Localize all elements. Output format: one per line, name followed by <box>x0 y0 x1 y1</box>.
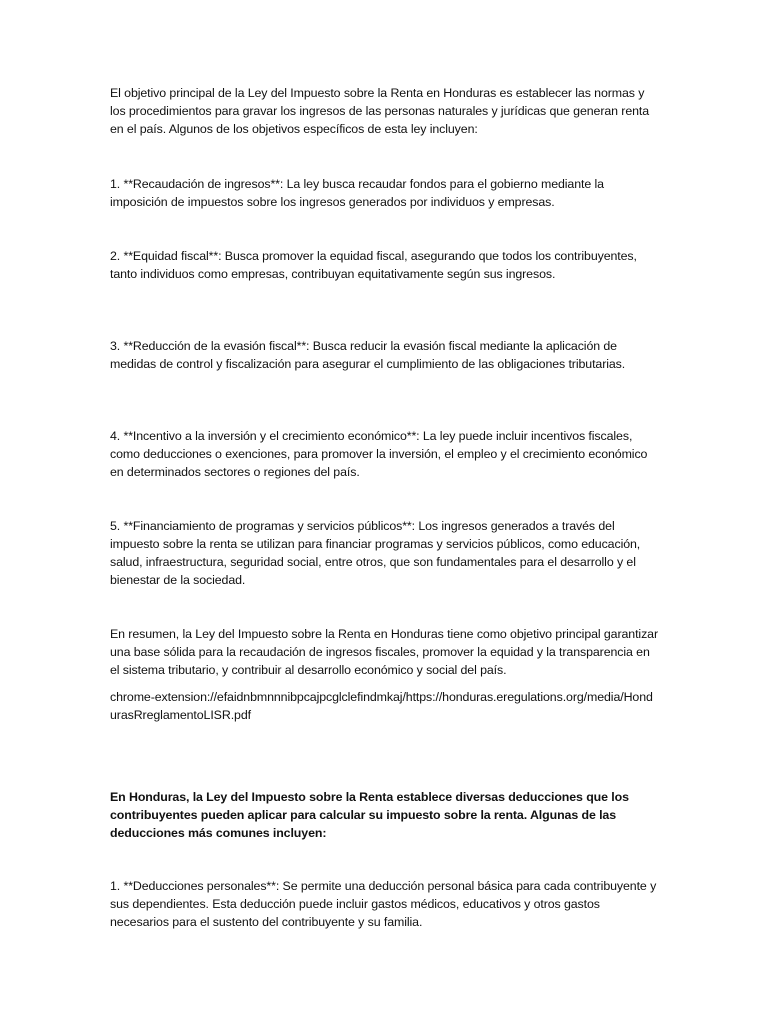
deductions-heading: En Honduras, la Ley del Impuesto sobre la Renta establece diversas deducciones que los contribuyentes pueden aplicar para calcular su impuesto sobre la renta. Algunas de las deducciones más comunes incluyen: <box>110 790 629 840</box>
source-link[interactable]: chrome-extension://efaidnbmnnnibpcajpcglclefindmkaj/https://honduras.eregulations.org/media/HondurasRreglamentoLISR.pdf <box>110 690 653 722</box>
list-item-incentivo: 4. **Incentivo a la inversión y el crecimiento económico**: La ley puede incluir incentivos fiscales, como deducciones o exenciones, para promover la inversión, el empleo y el crecimiento económico en determinados sectores o regiones del país. <box>110 429 648 479</box>
list-item-evasion: 3. **Reducción de la evasión fiscal**: Busca reducir la evasión fiscal mediante la aplicación de medidas de control y fiscalización para asegurar el cumplimiento de las obligaciones tributarias. <box>110 339 626 371</box>
list-item-financiamiento: 5. **Financiamiento de programas y servicios públicos**: Los ingresos generados a través del impuesto sobre la renta se utilizan para financiar programas y servicios públicos, como educación, salud, infraestructura, seguridad social, entre otros, que son fundamentales para el desarrollo y el bienestar de la sociedad. <box>110 519 641 587</box>
list-item-equidad: 2. **Equidad fiscal**: Busca promover la equidad fiscal, asegurando que todos los contribuyentes, tanto individuos como empresas, contribuyan equitativamente según sus ingresos. <box>110 249 637 281</box>
list-item-recaudacion: 1. **Recaudación de ingresos**: La ley busca recaudar fondos para el gobierno mediante la imposición de impuestos sobre los ingresos generados por individuos y empresas. <box>110 177 604 209</box>
intro-paragraph: El objetivo principal de la Ley del Impuesto sobre la Renta en Honduras es establecer las normas y los procedimientos para gravar los ingresos de las personas naturales y jurídicas que generan renta en el país. Algunos de los objetivos específicos de esta ley incluyen: <box>110 86 650 136</box>
summary-paragraph: En resumen, la Ley del Impuesto sobre la Renta en Honduras tiene como objetivo principal garantizar una base sólida para la recaudación de ingresos fiscales, promover la equidad y la transparencia en el sistema tributario, y contribuir al desarrollo económico y social del país. <box>110 627 658 677</box>
list-item-deducciones-personales: 1. **Deducciones personales**: Se permite una deducción personal básica para cada contribuyente y sus dependientes. Esta deducción puede incluir gastos médicos, educativos y otros gastos necesarios para el sustento del contribuyente y su familia. <box>110 879 657 929</box>
